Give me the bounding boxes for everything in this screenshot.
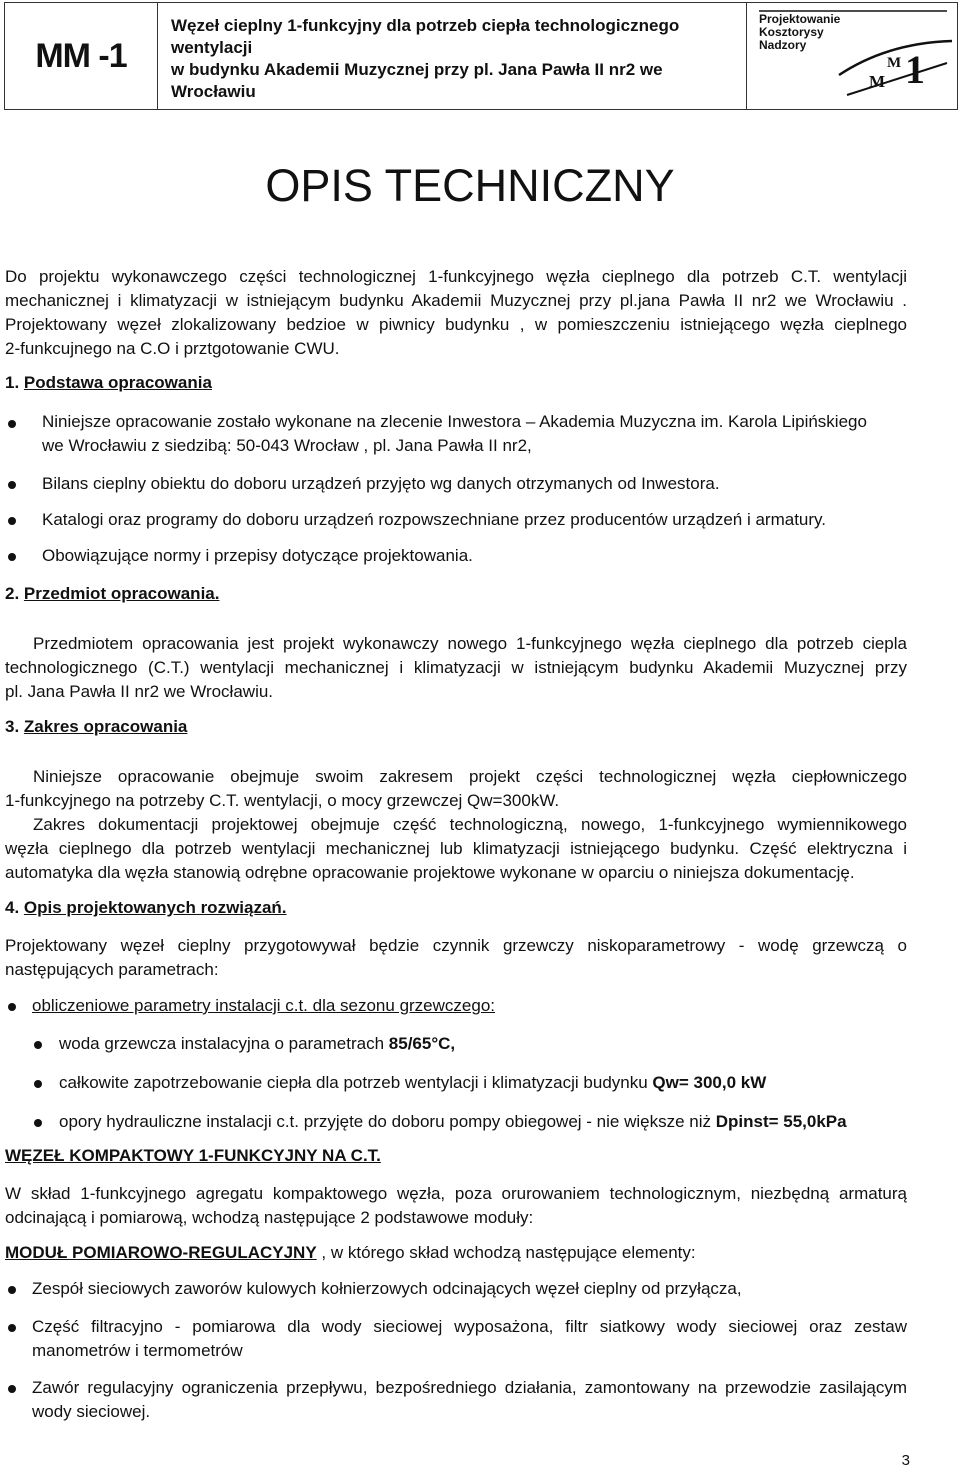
intro-line1: Do projektu wykonawczego części technologicznej 1-funkcyjnego węzła cieplnego dla potrzeb C.T. wentylacji — [5, 267, 907, 286]
section1-bullet1-line1: Niniejsze opracowanie zostało wykonane na zlecenie Inwestora – Akademia Muzyczna im. Karola Lipińskiego — [42, 412, 867, 431]
section4-number: 4. — [5, 898, 20, 917]
compact-line1: W skład 1-funkcyjnego agregatu kompaktowego węzła, poza orurowaniem technologicznym, niezbędną armaturą — [5, 1184, 907, 1203]
section3-title: Zakres opracowania — [23, 717, 188, 736]
bullet-icon — [34, 1080, 42, 1088]
section2-line2: technologicznego (C.T.) wentylacji mechanicznej i klimatyzacji w istniejącym budynku Akademii Muzycznej przy — [5, 658, 907, 677]
project-title-line2: w budynku Akademii Muzycznej przy pl. Jana Pawła II nr2 we Wrocławiu — [171, 60, 663, 101]
section1-number: 1. — [5, 373, 20, 392]
bullet-icon — [8, 1385, 16, 1393]
section3-line5: automatyka dla węzła stanowią odrębne opracowanie projektowe wykonane w oparciu o niniejsza dokumentację. — [5, 863, 855, 882]
section3-line1: Niniejsze opracowanie obejmuje swoim zakresem projekt części technologicznej węzła ciepłowniczego — [33, 767, 907, 786]
section1-title: Podstawa opracowania — [23, 373, 212, 392]
section3-heading — [5, 717, 187, 737]
bullet-icon — [8, 1324, 16, 1332]
section3-number: 3. — [5, 717, 20, 736]
section3-line3: Zakres dokumentacji projektowej obejmuje część technologiczną, nowego, 1-funkcyjnego wymiennikowego — [33, 815, 907, 834]
section1-bullet3: Katalogi oraz programy do doboru urządzeń rozpowszechniane przez producentów urządzeń i armatury. — [42, 510, 827, 529]
section2-line3: pl. Jana Pawła II nr2 we Wrocławiu. — [5, 682, 274, 701]
section4-line2: następujących parametrach: — [5, 960, 219, 979]
param-item1-value: 85/65°C, — [388, 1034, 456, 1053]
logo-m2: M — [887, 55, 902, 71]
compact-line2: odcinającą i pomiarową, wchodzą następujące 2 podstawowe moduły: — [5, 1208, 534, 1227]
logo-line2: Kosztorysy — [759, 25, 824, 39]
logo-line1: Projektowanie — [759, 12, 841, 26]
section2-number: 2. — [5, 584, 20, 603]
section1-bullet1-line2: we Wrocławiu z siedzibą: 50-043 Wrocław , pl. Jana Pawła II nr2, — [42, 436, 532, 455]
section4-line1: Projektowany węzeł cieplny przygotowywał będzie czynnik grzewczy niskoparametrowy - wodę grzewczą o — [5, 936, 907, 955]
module-title: MODUŁ POMIAROWO-REGULACYJNY — [5, 1243, 317, 1262]
intro-line4: 2-funkcujnego na C.O i prztgotowanie CWU. — [5, 339, 340, 358]
param-heading: obliczeniowe parametry instalacji c.t. dla sezonu grzewczego: — [32, 996, 496, 1015]
section4-heading — [5, 898, 287, 918]
document-header — [4, 2, 958, 110]
section1-bullet4: Obowiązujące normy i przepisy dotyczące projektowania. — [42, 546, 473, 565]
logo-one: 1 — [905, 47, 925, 92]
bullet-icon — [34, 1119, 42, 1127]
section2-title: Przedmiot opracowania. — [23, 584, 220, 603]
logo-line3: Nadzory — [759, 38, 807, 52]
param-item2 — [59, 1071, 766, 1095]
project-title-line1: Węzeł cieplny 1-funkcyjny dla potrzeb ciepła technologicznego wentylacji — [171, 16, 680, 57]
module-element2-line1: Część filtracyjno - pomiarowa dla wody sieciowej wyposażona, filtr siatkowy wody sieciowej oraz zestaw — [32, 1317, 907, 1336]
logo-m1: M — [869, 72, 886, 91]
param-item3-text: opory hydrauliczne instalacji c.t. przyjęte do doboru pompy obiegowej - nie większe niż — [59, 1112, 716, 1131]
module-rest: , w którego skład wchodzą następujące elementy: — [316, 1243, 696, 1262]
section2-line1: Przedmiotem opracowania jest projekt wykonawczy nowego 1-funkcyjnego węzła cieplnego dla potrzeb ciepla — [33, 634, 907, 653]
bullet-icon — [8, 420, 16, 428]
bullet-icon — [8, 517, 16, 525]
param-item2-text: całkowite zapotrzebowanie ciepła dla potrzeb wentylacji i klimatyzacji budynku — [59, 1073, 653, 1092]
section1-heading — [5, 373, 212, 393]
compact-heading: WĘZEŁ KOMPAKTOWY 1-FUNKCYJNY NA C.T. — [5, 1146, 381, 1165]
bullet-icon — [8, 1286, 16, 1294]
module-heading — [5, 1241, 907, 1265]
bullet-icon — [8, 1003, 16, 1011]
project-title — [157, 3, 747, 109]
bullet-icon — [34, 1041, 42, 1049]
section3-line2: 1-funkcyjnego na potrzeby C.T. wentylacji, o mocy grzewczej Qw=300kW. — [5, 791, 560, 810]
param-item3-value: Dpinst= 55,0kPa — [715, 1112, 847, 1131]
intro-line3: Projektowany węzeł zlokalizowany bedzioe w piwnicy budynku , w pomieszczeniu istniejącego węzła cieplnego — [5, 315, 907, 334]
document-title: OPIS TECHNICZNY — [265, 160, 675, 211]
module-element2-line2: manometrów i termometrów — [32, 1341, 243, 1360]
bullet-icon — [8, 553, 16, 561]
param-item1-text: woda grzewcza instalacyjna o parametrach — [59, 1034, 389, 1053]
section2-heading — [5, 584, 219, 604]
bullet-icon — [8, 481, 16, 489]
project-code: MM -1 — [5, 3, 158, 109]
intro-line2: mechanicznej i klimatyzacji w istniejącym budynku Akademii Muzycznej przy pl.jana Pawła II nr2 we Wrocławiu . — [5, 291, 907, 310]
param-item2-value: Qw= 300,0 kW — [652, 1073, 767, 1092]
module-element1: Zespół sieciowych zaworów kulowych kołnierzowych odcinających węzeł cieplny od przyłącza, — [32, 1279, 742, 1298]
module-element3-line1: Zawór regulacyjny ograniczenia przepływu, bezpośredniego działania, zamontowany na przewodzie zasilającym — [32, 1378, 907, 1397]
module-element3-line2: wody sieciowej. — [32, 1402, 151, 1421]
page-number: 3 — [901, 1452, 910, 1469]
company-logo — [747, 3, 957, 109]
section4-title: Opis projektowanych rozwiązań. — [23, 898, 287, 917]
param-item1 — [59, 1032, 455, 1056]
section1-bullet2: Bilans cieplny obiektu do doboru urządzeń przyjęto wg danych otrzymanych od Inwestora. — [42, 474, 720, 493]
logo-mark-icon — [747, 3, 957, 109]
section3-line4: węzła cieplnego dla potrzeb wentylacji mechanicznej lub klimatyzacji istniejącego budynku. Część elektryczna i — [5, 839, 907, 858]
param-item3 — [59, 1110, 847, 1134]
